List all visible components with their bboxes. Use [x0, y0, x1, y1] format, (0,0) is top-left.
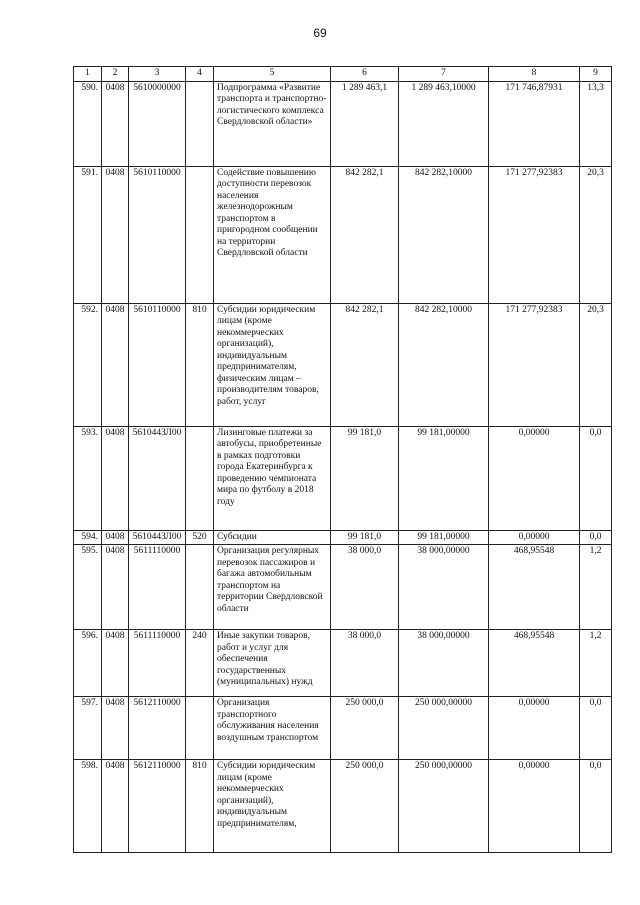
executed-amount-cell [489, 303, 580, 426]
item-name: Организация регулярных перевозок пассажиров и багажа автомобильным транспортом на территории Свердловской области [217, 546, 323, 614]
approved-amount-cell [331, 166, 399, 303]
planned-amount: 99 181,00000 [417, 427, 470, 438]
row-number-cell [74, 426, 102, 530]
table-row [74, 303, 612, 426]
item-name: Субсидии юридическим лицам (кроме некоммерческих организаций), индивидуальным предпринимателям, [217, 761, 316, 829]
row-number: 590. [81, 82, 98, 93]
execution-percent: 0,0 [589, 531, 602, 542]
execution-percent-cell [580, 166, 612, 303]
row-number: 592. [81, 304, 98, 315]
section-code-cell [102, 303, 129, 426]
table-row [74, 166, 612, 303]
expense-type-code-cell [186, 530, 214, 545]
section-code: 0408 [105, 631, 125, 641]
target-article-code: 5612110000 [133, 761, 181, 771]
target-article-code-cell [129, 81, 186, 166]
executed-amount-cell [489, 530, 580, 545]
planned-amount: 38 000,00000 [417, 546, 470, 556]
planned-amount: 1 289 463,10000 [411, 82, 476, 93]
item-name-cell [214, 426, 331, 530]
approved-amount-cell [331, 303, 399, 426]
execution-percent-cell [580, 697, 612, 760]
approved-amount: 250 000,0 [345, 698, 384, 708]
planned-amount: 99 181,00000 [417, 531, 470, 542]
item-name-cell [214, 760, 331, 853]
header-cell: 2 [102, 67, 129, 82]
execution-percent: 20,3 [587, 304, 604, 315]
table-row [74, 760, 612, 853]
approved-amount-cell [331, 426, 399, 530]
header-cell: 4 [186, 67, 214, 82]
target-article-code: 5610110000 [133, 304, 181, 315]
item-name-cell [214, 630, 331, 697]
row-number-cell [74, 545, 102, 630]
item-name-cell [214, 530, 331, 545]
section-code: 0408 [105, 167, 125, 178]
executed-amount: 0,00000 [518, 531, 550, 542]
table-header-row [74, 67, 612, 82]
executed-amount: 171 277,92383 [505, 167, 563, 178]
target-article-code-cell [129, 760, 186, 853]
executed-amount-cell [489, 697, 580, 760]
approved-amount-cell [331, 760, 399, 853]
executed-amount: 468,95548 [513, 631, 555, 641]
row-number-cell [74, 530, 102, 545]
row-number-cell [74, 303, 102, 426]
row-number: 593. [81, 427, 98, 438]
planned-amount-cell [399, 630, 489, 697]
execution-percent: 0,0 [589, 698, 602, 708]
row-number-cell [74, 81, 102, 166]
section-code-cell [102, 166, 129, 303]
item-name: Субсидии юридическим лицам (кроме некоммерческих организаций), индивидуальным предпринимателям, физическим лицам – производителям товаров, работ, услуг [217, 304, 319, 407]
executed-amount-cell [489, 760, 580, 853]
section-code-cell [102, 530, 129, 545]
planned-amount-cell [399, 81, 489, 166]
expense-type-code-cell [186, 630, 214, 697]
item-name: Подпрограмма «Развитие транспорта и транспортно-логистического комплекса Свердловской области» [217, 82, 327, 127]
section-code: 0408 [105, 304, 125, 315]
item-name-cell [214, 545, 331, 630]
item-name: Содействие повышению доступности перевозок населения железнодорожным транспортом в пригородном сообщении на территории Свердловской области [217, 167, 318, 258]
execution-percent: 20,3 [587, 167, 604, 178]
execution-percent-cell [580, 760, 612, 853]
row-number: 594. [81, 531, 98, 542]
table-row [74, 81, 612, 166]
planned-amount-cell [399, 303, 489, 426]
header-cell: 6 [331, 67, 399, 82]
expense-type-code: 520 [192, 531, 207, 542]
target-article-code: 5610110000 [133, 167, 181, 178]
planned-amount-cell [399, 426, 489, 530]
planned-amount-cell [399, 760, 489, 853]
planned-amount: 842 282,10000 [415, 304, 472, 315]
item-name: Иные закупки товаров, работ и услуг для обеспечения государственных (муниципальных) нужд [217, 631, 313, 687]
execution-percent-cell [580, 426, 612, 530]
target-article-code: 561044ЗЛ00 [132, 427, 182, 438]
target-article-code-cell [129, 545, 186, 630]
table-row [74, 530, 612, 545]
header-cell: 1 [74, 67, 102, 82]
executed-amount: 0,00000 [518, 698, 550, 708]
item-name-cell [214, 303, 331, 426]
planned-amount: 250 000,00000 [415, 761, 472, 771]
executed-amount-cell [489, 166, 580, 303]
row-number-cell [74, 166, 102, 303]
expense-type-code: 240 [192, 631, 207, 641]
target-article-code-cell [129, 530, 186, 545]
executed-amount-cell [489, 81, 580, 166]
execution-percent: 1,2 [589, 546, 602, 556]
execution-percent-cell [580, 530, 612, 545]
expense-type-code-cell [186, 697, 214, 760]
section-code-cell [102, 426, 129, 530]
execution-percent: 0,0 [589, 761, 602, 771]
approved-amount: 38 000,0 [347, 546, 382, 556]
item-name: Субсидии [217, 531, 257, 542]
target-article-code: 5612110000 [133, 698, 181, 708]
table-row [74, 426, 612, 530]
row-number: 591. [81, 167, 98, 178]
header-cell: 3 [129, 67, 186, 82]
execution-percent-cell [580, 630, 612, 697]
executed-amount: 171 277,92383 [505, 304, 563, 315]
approved-amount: 1 289 463,1 [341, 82, 388, 93]
section-code-cell [102, 760, 129, 853]
planned-amount-cell [399, 697, 489, 760]
header-cell: 7 [399, 67, 489, 82]
approved-amount-cell [331, 630, 399, 697]
executed-amount: 171 746,87931 [505, 82, 563, 93]
expense-type-code-cell [186, 303, 214, 426]
execution-percent-cell [580, 303, 612, 426]
section-code: 0408 [105, 761, 125, 771]
approved-amount: 38 000,0 [347, 631, 382, 641]
execution-percent: 1,2 [589, 631, 602, 641]
row-number: 598. [81, 761, 98, 771]
execution-percent: 13,3 [587, 82, 604, 93]
item-name-cell [214, 81, 331, 166]
row-number-cell [74, 630, 102, 697]
item-name: Организация транспортного обслуживания населения воздушным транспортом [217, 698, 319, 743]
planned-amount: 38 000,00000 [417, 631, 470, 641]
section-code-cell [102, 81, 129, 166]
target-article-code: 5610000000 [133, 82, 181, 93]
target-article-code-cell [129, 630, 186, 697]
executed-amount: 0,00000 [518, 761, 550, 771]
execution-percent: 0,0 [589, 427, 602, 438]
approved-amount-cell [331, 530, 399, 545]
target-article-code-cell [129, 426, 186, 530]
target-article-code-cell [129, 697, 186, 760]
planned-amount-cell [399, 530, 489, 545]
execution-percent-cell [580, 81, 612, 166]
expense-type-code: 810 [192, 761, 207, 771]
expense-type-code-cell [186, 166, 214, 303]
section-code: 0408 [105, 531, 125, 542]
approved-amount-cell [331, 545, 399, 630]
section-code-cell [102, 630, 129, 697]
executed-amount: 468,95548 [513, 546, 555, 556]
expense-type-code-cell [186, 426, 214, 530]
budget-table [73, 66, 612, 853]
target-article-code-cell [129, 166, 186, 303]
expense-type-code: 810 [192, 304, 207, 315]
expense-type-code-cell [186, 545, 214, 630]
target-article-code: 5611110000 [133, 631, 181, 641]
approved-amount-cell [331, 81, 399, 166]
expense-type-code-cell [186, 760, 214, 853]
approved-amount: 842 282,1 [345, 304, 384, 315]
planned-amount: 250 000,00000 [415, 698, 472, 708]
target-article-code: 5611110000 [133, 546, 181, 556]
planned-amount-cell [399, 166, 489, 303]
header-cell: 9 [580, 67, 612, 82]
row-number-cell [74, 697, 102, 760]
table-row [74, 697, 612, 760]
item-name-cell [214, 166, 331, 303]
planned-amount: 842 282,10000 [415, 167, 472, 178]
approved-amount-cell [331, 697, 399, 760]
executed-amount-cell [489, 630, 580, 697]
row-number: 596. [81, 631, 98, 641]
section-code: 0408 [105, 698, 125, 708]
section-code: 0408 [105, 427, 125, 438]
item-name-cell [214, 697, 331, 760]
table-row [74, 630, 612, 697]
row-number: 597. [81, 698, 98, 708]
executed-amount-cell [489, 545, 580, 630]
section-code: 0408 [105, 82, 125, 93]
header-cell: 8 [489, 67, 580, 82]
execution-percent-cell [580, 545, 612, 630]
page-number: 69 [313, 26, 327, 40]
target-article-code: 561044ЗЛ00 [132, 531, 182, 542]
executed-amount-cell [489, 426, 580, 530]
item-name: Лизинговые платежи за автобусы, приобретенные в рамках подготовки города Екатеринбурга к проведению чемпионата мира по футболу в 2018 году [217, 427, 322, 507]
approved-amount: 250 000,0 [345, 761, 384, 771]
target-article-code-cell [129, 303, 186, 426]
section-code-cell [102, 697, 129, 760]
expense-type-code-cell [186, 81, 214, 166]
planned-amount-cell [399, 545, 489, 630]
section-code: 0408 [105, 546, 125, 556]
executed-amount: 0,00000 [518, 427, 550, 438]
table-row [74, 545, 612, 630]
approved-amount: 842 282,1 [345, 167, 384, 178]
row-number-cell [74, 760, 102, 853]
row-number: 595. [81, 546, 98, 556]
approved-amount: 99 181,0 [347, 427, 382, 438]
header-cell: 5 [214, 67, 331, 82]
approved-amount: 99 181,0 [347, 531, 382, 542]
section-code-cell [102, 545, 129, 630]
